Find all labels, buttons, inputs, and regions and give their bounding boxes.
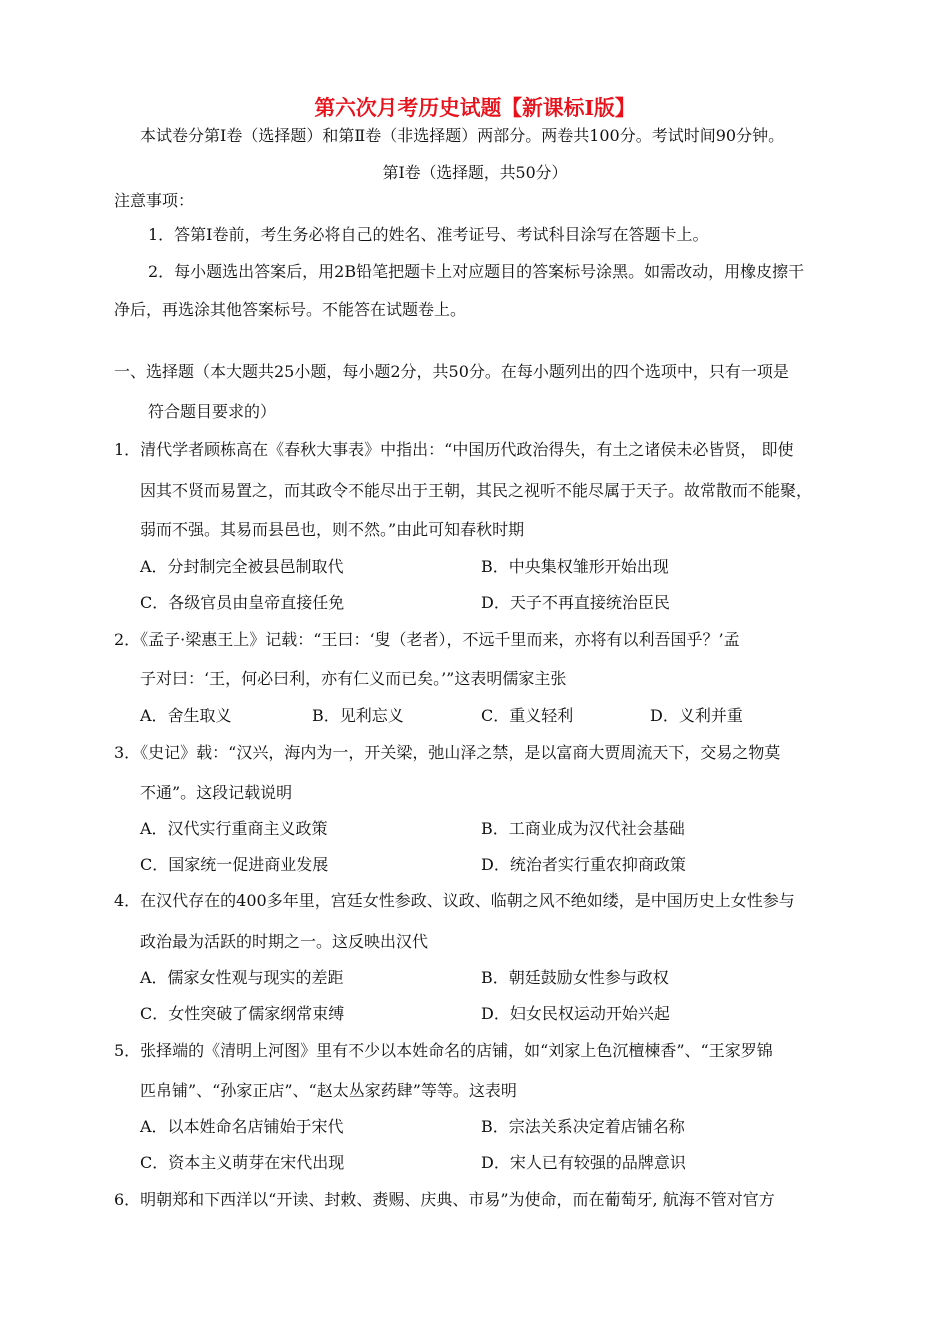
question-4-line: 4．在汉代存在的400多年里，宫廷女性参政、议政、临朝之风不绝如缕，是中国历史上女性参与 [114,891,795,910]
question-5-option-d: D．宋人已有较强的品牌意识 [481,1153,686,1172]
question-1-option-c: C．各级官员由皇帝直接任免 [140,593,345,612]
question-3-line: 3．《史记》载：“汉兴，海内为一，开关梁，弛山泽之禁，是以富商大贾周流天下，交易之物莫 [114,743,781,762]
question-1-line: 1．清代学者顾栋高在《春秋大事表》中指出：“中国历代政治得失，有土之诸侯未必皆贤， 即使 [114,440,794,459]
question-2-option-c: C．重义轻利 [481,706,574,725]
question-4-option-c: C．女性突破了儒家纲常束缚 [140,1004,345,1023]
question-5-line: 5．张择端的《清明上河图》里有不少以本姓命名的店铺，如“刘家上色沉檀楝香”、“王家罗锦 [114,1041,773,1060]
question-1-option-d: D．天子不再直接统治臣民 [481,593,670,612]
section-heading-cont: 符合题目要求的） [148,402,277,421]
question-5-option-b: B．宗法关系决定着店铺名称 [481,1117,685,1136]
question-2-line: 子对曰：‘王，何必曰利，亦有仁义而已矣。’”这表明儒家主张 [140,669,567,688]
question-1-line: 因其不贤而易置之，而其政令不能尽出于王朝，其民之视听不能尽属于天子。故常散而不能聚， [140,481,813,500]
question-5-line: 匹帛铺”、“孙家正店”、“赵太丛家药肆”等等。这表明 [140,1081,517,1100]
question-6-line: 6．明朝郑和下西洋以“开读、封敕、赉赐、庆典、市易”为使命，而在葡萄牙, 航海不管对官方 [114,1190,775,1209]
question-4-option-a: A．儒家女性观与现实的差距 [140,968,344,987]
question-2-option-a: A．舍生取义 [140,706,232,725]
question-3-option-a: A．汉代实行重商主义政策 [140,819,328,838]
question-2-option-b: B．见利忘义 [312,706,404,725]
question-2-option-d: D．义利并重 [650,706,743,725]
exam-title: 第六次月考历史试题【新课标Ⅰ版】 [314,95,636,120]
question-1-option-b: B．中央集权雏形开始出现 [481,557,669,576]
question-5-option-a: A．以本姓命名店铺始于宋代 [140,1117,344,1136]
question-5-option-c: C．资本主义萌芽在宋代出现 [140,1153,345,1172]
exam-intro: 本试卷分第Ⅰ卷（选择题）和第Ⅱ卷（非选择题）两部分。两卷共100分。考试时间90分钟。 [140,126,785,145]
question-1-option-a: A．分封制完全被县邑制取代 [140,557,344,576]
question-4-line: 政治最为活跃的时期之一。这反映出汉代 [140,932,429,951]
question-3-option-d: D．统治者实行重农抑商政策 [481,855,686,874]
part1-heading: 第Ⅰ卷（选择题，共50分） [382,163,568,182]
notes-item-1: 1．答第Ⅰ卷前，考生务必将自己的姓名、准考证号、考试科目涂写在答题卡上。 [148,225,709,244]
question-3-option-b: B．工商业成为汉代社会基础 [481,819,685,838]
section-heading: 一、选择题（本大题共25小题，每小题2分，共50分。在每小题列出的四个选项中，只有一项是 [114,362,789,381]
question-1-line: 弱而不强。其易而县邑也，则不然。”由此可知春秋时期 [140,520,525,539]
question-4-option-d: D．妇女民权运动开始兴起 [481,1004,670,1023]
notes-item-2-cont: 净后，再选涂其他答案标号。不能答在试题卷上。 [114,300,467,319]
question-3-line: 不通”。这段记载说明 [140,783,293,802]
question-2-line: 2．《孟子·梁惠王上》记载：“王曰：‘叟（老者），不远千里而来，亦将有以利吾国乎？’孟 [114,630,740,649]
notes-heading: 注意事项： [114,191,195,210]
notes-item-2: 2．每小题选出答案后，用2B铅笔把题卡上对应题目的答案标号涂黑。如需改动，用橡皮擦干 [148,262,805,281]
question-3-option-c: C．国家统一促进商业发展 [140,855,329,874]
question-4-option-b: B．朝廷鼓励女性参与政权 [481,968,669,987]
